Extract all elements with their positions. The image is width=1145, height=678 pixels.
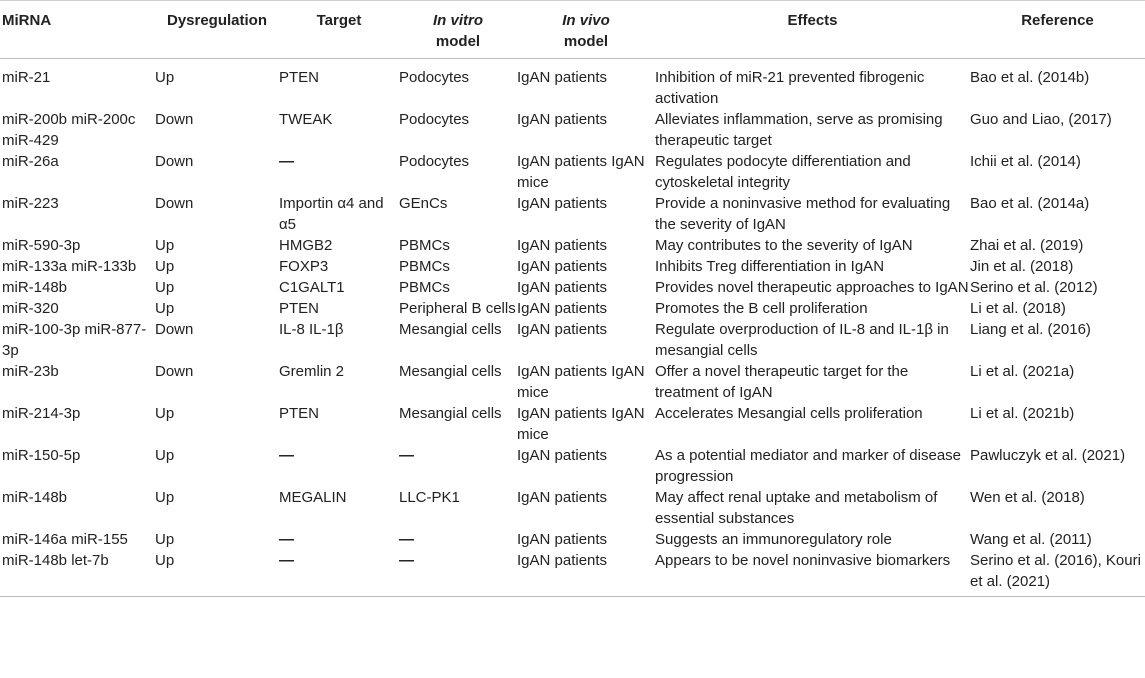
table-row xyxy=(0,550,1145,597)
in-vivo-cell: IgAN patients xyxy=(517,489,608,506)
header-in-vitro-italic: In vitro xyxy=(432,12,483,29)
target-cell: MEGALIN xyxy=(279,489,347,506)
target-cell: C1GALT1 xyxy=(279,279,345,296)
reference-cell: Jin et al. (2018) xyxy=(970,258,1074,275)
mirna-cell: miR-200b miR-200c miR-429 xyxy=(2,111,136,149)
target-cell: — xyxy=(279,153,294,170)
reference-cell: Li et al. (2021a) xyxy=(970,363,1075,380)
effects-cell: Provides novel therapeutic approaches to IgAN xyxy=(655,279,969,296)
reference-cell: Guo and Liao, (2017) xyxy=(970,111,1112,128)
dysregulation-cell: Up xyxy=(155,405,175,422)
table-row xyxy=(0,403,1145,445)
mirna-cell: miR-21 xyxy=(2,69,51,86)
in-vitro-cell: Podocytes xyxy=(399,111,470,128)
in-vivo-cell: IgAN patients xyxy=(517,69,608,86)
target-cell: TWEAK xyxy=(279,111,333,128)
in-vitro-cell: GEnCs xyxy=(399,195,448,212)
effects-cell: Offer a novel therapeutic target for the treatment of IgAN xyxy=(655,363,909,401)
effects-cell: Accelerates Mesangial cells proliferation xyxy=(655,405,923,422)
table-row xyxy=(0,361,1145,403)
mirna-cell: miR-100-3p miR-877-3p xyxy=(2,321,147,359)
header-in-vivo xyxy=(517,1,655,59)
in-vivo-cell: IgAN patients xyxy=(517,300,608,317)
table-header xyxy=(0,1,1145,59)
header-in-vitro-suffix: model xyxy=(435,33,481,50)
reference-cell: Li et al. (2021b) xyxy=(970,405,1075,422)
target-cell: — xyxy=(279,550,399,597)
effects-cell: Provide a noninvasive method for evaluating the severity of IgAN xyxy=(655,195,951,233)
dysregulation-cell: Down xyxy=(155,321,194,338)
target-cell: Gremlin 2 xyxy=(279,363,345,380)
dysregulation-cell: Up xyxy=(155,69,175,86)
dysregulation-cell: Up xyxy=(155,531,175,548)
effects-cell: May contributes to the severity of IgAN xyxy=(655,237,913,254)
in-vitro-cell: PBMCs xyxy=(399,258,450,275)
table-row xyxy=(0,319,1145,361)
mirna-cell: miR-214-3p xyxy=(2,405,81,422)
effects-cell: As a potential mediator and marker of disease progression xyxy=(655,447,961,485)
header-in-vitro xyxy=(399,1,517,59)
dysregulation-cell: Up xyxy=(155,300,175,317)
mirna-cell: miR-26a xyxy=(2,153,59,170)
in-vitro-cell: Podocytes xyxy=(399,153,470,170)
reference-cell: Wen et al. (2018) xyxy=(970,489,1085,506)
mirna-cell: miR-150-5p xyxy=(2,447,81,464)
in-vitro-cell: PBMCs xyxy=(399,279,450,296)
reference-cell: Serino et al. (2012) xyxy=(970,279,1098,296)
effects-cell: Inhibits Treg differentiation in IgAN xyxy=(655,258,885,275)
in-vivo-cell: IgAN patients xyxy=(517,447,608,464)
in-vitro-cell: LLC-PK1 xyxy=(399,489,460,506)
in-vitro-cell: — xyxy=(399,531,414,548)
effects-cell: Regulate overproduction of IL-8 and IL-1β in mesangial cells xyxy=(655,321,949,359)
mirna-cell: miR-590-3p xyxy=(2,237,81,254)
table-row xyxy=(0,59,1145,110)
dysregulation-cell: Down xyxy=(155,111,194,128)
in-vivo-cell: IgAN patients xyxy=(517,237,608,254)
in-vivo-cell: IgAN patients IgAN mice xyxy=(517,405,645,443)
reference-cell: Wang et al. (2011) xyxy=(970,531,1092,548)
in-vitro-cell: Mesangial cells xyxy=(399,321,502,338)
reference-cell: Liang et al. (2016) xyxy=(970,321,1091,338)
dysregulation-cell: Down xyxy=(155,195,194,212)
table-row xyxy=(0,256,1145,277)
in-vitro-cell: — xyxy=(399,447,414,464)
target-cell: PTEN xyxy=(279,405,320,422)
effects-cell: Inhibition of miR-21 prevented fibrogenic activation xyxy=(655,69,925,107)
dysregulation-cell: Up xyxy=(155,237,175,254)
in-vivo-cell: IgAN patients xyxy=(517,111,608,128)
header-in-vivo-suffix: model xyxy=(563,33,609,50)
in-vitro-cell: Peripheral B cells xyxy=(399,300,516,317)
in-vitro-cell: Podocytes xyxy=(399,69,470,86)
target-cell: FOXP3 xyxy=(279,258,329,275)
table-body xyxy=(0,59,1145,597)
mirna-cell: miR-146a miR-155 xyxy=(2,531,128,548)
effects-cell: Alleviates inflammation, serve as promising therapeutic target xyxy=(655,111,943,149)
table-row xyxy=(0,277,1145,298)
mirna-cell: miR-148b xyxy=(2,489,68,506)
dysregulation-cell: Up xyxy=(155,447,175,464)
effects-cell: Regulates podocyte differentiation and cytoskeletal integrity xyxy=(655,153,911,191)
in-vitro-cell: PBMCs xyxy=(399,237,450,254)
in-vivo-cell: IgAN patients xyxy=(517,279,608,296)
effects-cell: May affect renal uptake and metabolism of essential substances xyxy=(655,489,938,527)
dysregulation-cell: Down xyxy=(155,153,194,170)
reference-cell: Zhai et al. (2019) xyxy=(970,237,1084,254)
in-vivo-cell: IgAN patients xyxy=(517,321,608,338)
table-row xyxy=(0,193,1145,235)
in-vitro-cell: — xyxy=(399,550,517,597)
in-vivo-cell: IgAN patients xyxy=(517,531,608,548)
mirna-cell: miR-23b xyxy=(2,363,59,380)
in-vivo-cell: IgAN patients IgAN mice xyxy=(517,153,645,191)
in-vivo-cell: IgAN patients xyxy=(517,195,608,212)
table-row xyxy=(0,235,1145,256)
reference-cell: Ichii et al. (2014) xyxy=(970,153,1081,170)
dysregulation-cell: Up xyxy=(155,550,279,597)
in-vivo-cell: IgAN patients xyxy=(517,550,655,597)
in-vitro-cell: Mesangial cells xyxy=(399,363,502,380)
target-cell: — xyxy=(279,447,294,464)
effects-cell: Promotes the B cell proliferation xyxy=(655,300,868,317)
header-mirna: MiRNA xyxy=(0,1,155,59)
in-vivo-cell: IgAN patients xyxy=(517,258,608,275)
mirna-cell: miR-320 xyxy=(2,300,59,317)
header-effects: Effects xyxy=(655,1,970,59)
target-cell: PTEN xyxy=(279,300,320,317)
effects-cell: Suggests an immunoregulatory role xyxy=(655,531,892,548)
dysregulation-cell: Up xyxy=(155,258,175,275)
table-row xyxy=(0,529,1145,550)
target-cell: PTEN xyxy=(279,69,320,86)
table-row xyxy=(0,151,1145,193)
reference-cell: Bao et al. (2014b) xyxy=(970,69,1090,86)
dysregulation-cell: Up xyxy=(155,279,175,296)
reference-cell: Serino et al. (2016), Kouri et al. (2021) xyxy=(970,550,1145,597)
reference-cell: Pawluczyk et al. (2021) xyxy=(970,447,1126,464)
target-cell: Importin α4 and α5 xyxy=(279,195,384,233)
target-cell: IL-8 IL-1β xyxy=(279,321,344,338)
in-vivo-cell: IgAN patients IgAN mice xyxy=(517,363,645,401)
mirna-cell: miR-223 xyxy=(2,195,59,212)
mirna-cell: miR-148b xyxy=(2,279,68,296)
mirna-cell: miR-148b let-7b xyxy=(0,550,155,597)
table-row xyxy=(0,109,1145,151)
table-row xyxy=(0,445,1145,487)
header-target: Target xyxy=(279,1,399,59)
table-row xyxy=(0,298,1145,319)
dysregulation-cell: Down xyxy=(155,363,194,380)
table-row xyxy=(0,487,1145,529)
dysregulation-cell: Up xyxy=(155,489,175,506)
in-vitro-cell: Mesangial cells xyxy=(399,405,502,422)
mirna-cell: miR-133a miR-133b xyxy=(2,258,137,275)
reference-cell: Bao et al. (2014a) xyxy=(970,195,1090,212)
target-cell: — xyxy=(279,531,294,548)
header-in-vivo-italic: In vivo xyxy=(562,12,610,29)
header-dysregulation: Dysregulation xyxy=(155,1,279,59)
header-reference: Reference xyxy=(970,1,1145,59)
target-cell: HMGB2 xyxy=(279,237,333,254)
reference-cell: Li et al. (2018) xyxy=(970,300,1066,317)
effects-cell: Appears to be novel noninvasive biomarkers xyxy=(655,550,970,597)
